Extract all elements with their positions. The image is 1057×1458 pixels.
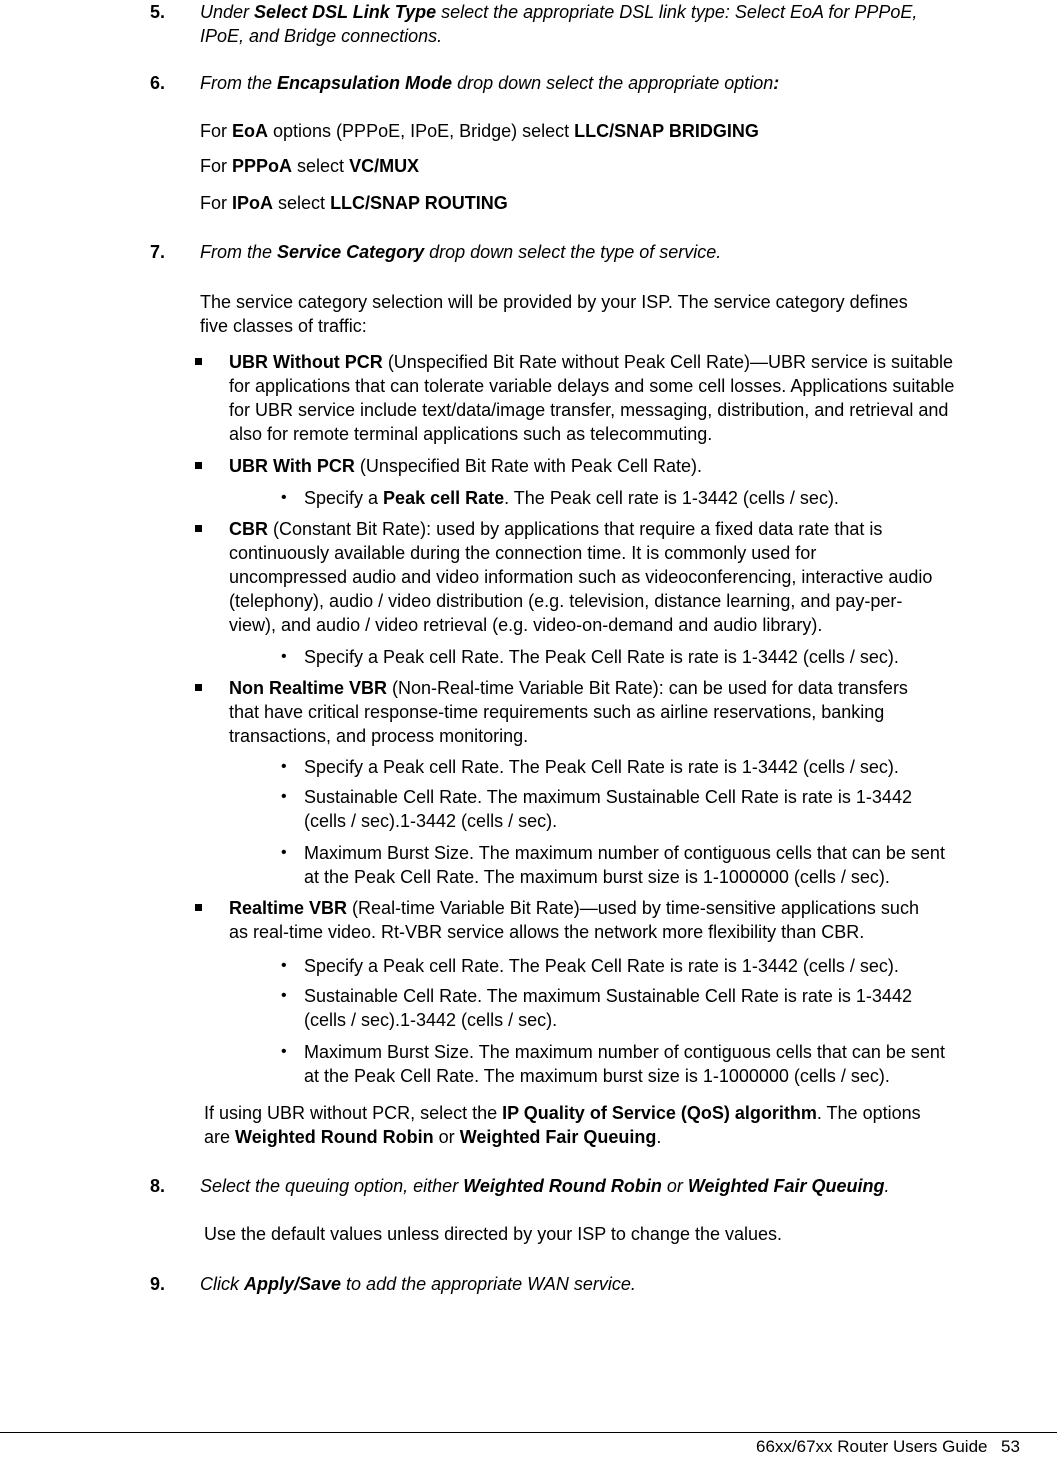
text-run: (Constant Bit Rate): used by applications that require a fixed data rate that is bbox=[268, 519, 883, 539]
text-line bbox=[204, 1101, 921, 1125]
text-line bbox=[200, 191, 508, 215]
round-bullet-icon: • bbox=[281, 489, 287, 506]
bold-term: EoA bbox=[232, 121, 269, 141]
text-run: (telephony), audio / video distribution (e.g. television, distance learning, and pay-per- bbox=[229, 591, 903, 611]
text-run: Maximum Burst Size. The maximum number of contiguous cells that can be sent bbox=[304, 1042, 945, 1062]
text-line bbox=[229, 398, 954, 422]
text-run: are bbox=[204, 1127, 236, 1147]
square-bullet-icon bbox=[195, 904, 202, 911]
text-run: at the Peak Cell Rate. The maximum burst size is 1-1000000 (cells / sec). bbox=[304, 1066, 890, 1086]
footer-page-number: 53 bbox=[1001, 1437, 1020, 1456]
bold-term: UBR With PCR bbox=[229, 456, 355, 476]
text-run: (Unspecified Bit Rate without Peak Cell Rate)—UBR service is suitable bbox=[382, 352, 954, 372]
sub-bullet bbox=[281, 486, 839, 510]
ipoa-option bbox=[200, 191, 508, 215]
step-6 bbox=[150, 71, 780, 95]
text-line bbox=[200, 314, 908, 338]
bold-term: LLC/SNAP ROUTING bbox=[330, 193, 508, 213]
text-line bbox=[200, 1174, 890, 1198]
text-run: For bbox=[200, 193, 233, 213]
sub-bullet bbox=[281, 755, 899, 779]
square-bullet-icon bbox=[195, 525, 202, 532]
text-run: . bbox=[656, 1127, 662, 1147]
text-line bbox=[304, 841, 945, 865]
text-run: Sustainable Cell Rate. The maximum Sustainable Cell Rate is rate is 1-3442 bbox=[304, 787, 912, 807]
text-line bbox=[304, 809, 912, 833]
text-run: Specify a bbox=[304, 488, 384, 508]
bold-term: Realtime VBR bbox=[229, 898, 348, 918]
text-line bbox=[304, 1040, 945, 1064]
text-run: select bbox=[292, 156, 350, 176]
text-run: for UBR service include text/data/image transfer, messaging, distribution, and retrieval and bbox=[229, 400, 949, 420]
text-line bbox=[304, 785, 912, 809]
text-run: continuously available during the connection time. It is commonly used for bbox=[229, 543, 817, 563]
text-run: at the Peak Cell Rate. The maximum burst size is 1-1000000 (cells / sec). bbox=[304, 867, 890, 887]
bullet-non-realtime-vbr bbox=[229, 676, 908, 748]
text-line bbox=[229, 350, 954, 374]
text-run: (cells / sec).1-3442 (cells / sec). bbox=[304, 811, 558, 831]
text-line bbox=[304, 1064, 945, 1088]
bold-term: Weighted Fair Queuing bbox=[687, 1176, 885, 1196]
bullet-cbr bbox=[229, 517, 932, 637]
text-line bbox=[200, 0, 917, 24]
bold-term: VC/MUX bbox=[349, 156, 420, 176]
bullet-realtime-vbr bbox=[229, 896, 919, 944]
text-run: From the bbox=[200, 242, 278, 262]
text-line bbox=[229, 374, 954, 398]
text-run: For bbox=[200, 156, 233, 176]
bold-term: Non Realtime VBR bbox=[229, 678, 388, 698]
text-run: . The Peak cell rate is 1-3442 (cells / sec). bbox=[504, 488, 839, 508]
bold-term: Weighted Fair Queuing bbox=[459, 1127, 657, 1147]
text-line bbox=[200, 119, 759, 143]
text-line bbox=[200, 240, 721, 264]
text-line bbox=[229, 422, 954, 446]
round-bullet-icon: • bbox=[281, 648, 287, 665]
square-bullet-icon bbox=[195, 684, 202, 691]
text-run: The service category selection will be provided by your ISP. The service category defines bbox=[200, 292, 908, 312]
text-run: as real-time video. Rt-VBR service allows the network more flexibility than CBR. bbox=[229, 922, 865, 942]
round-bullet-icon: • bbox=[281, 758, 287, 775]
text-run: For bbox=[200, 121, 233, 141]
text-run: (Unspecified Bit Rate with Peak Cell Rate). bbox=[354, 456, 702, 476]
footer-divider bbox=[0, 1432, 1057, 1433]
bold-term: UBR Without PCR bbox=[229, 352, 383, 372]
service-category-paragraph bbox=[200, 290, 908, 338]
bold-term: Encapsulation Mode bbox=[277, 73, 453, 93]
text-line bbox=[304, 486, 839, 510]
text-line bbox=[200, 290, 908, 314]
text-line bbox=[304, 755, 899, 779]
bold-term: Select DSL Link Type bbox=[254, 2, 437, 22]
text-run: Specify a Peak cell Rate. The Peak Cell Rate is rate is 1-3442 (cells / sec). bbox=[304, 956, 899, 976]
text-line bbox=[204, 1222, 782, 1246]
text-run: uncompressed audio and video information such as videoconferencing, interactive audio bbox=[229, 567, 933, 587]
text-run: select the appropriate DSL link type: Select EoA for PPPoE, bbox=[436, 2, 918, 22]
sub-bullet bbox=[281, 645, 899, 669]
text-line bbox=[229, 920, 919, 944]
text-line bbox=[200, 71, 779, 95]
round-bullet-icon: • bbox=[281, 788, 287, 805]
square-bullet-icon bbox=[195, 358, 202, 365]
bullet-ubr-without-pcr bbox=[229, 350, 954, 446]
text-run: If using UBR without PCR, select the bbox=[204, 1103, 503, 1123]
text-line bbox=[229, 613, 932, 637]
bold-term: Service Category bbox=[277, 242, 425, 262]
text-line bbox=[304, 865, 945, 889]
round-bullet-icon: • bbox=[281, 957, 287, 974]
round-bullet-icon: • bbox=[281, 1043, 287, 1060]
text-run: IPoE, and Bridge connections. bbox=[200, 26, 443, 46]
text-run: view), and audio / video retrieval (e.g. video-on-demand and audio library). bbox=[229, 615, 823, 635]
sub-bullet bbox=[281, 984, 912, 1032]
text-run: Specify a Peak cell Rate. The Peak Cell Rate is rate is 1-3442 (cells / sec). bbox=[304, 757, 899, 777]
text-run: or bbox=[433, 1127, 460, 1147]
qos-paragraph bbox=[204, 1101, 921, 1149]
text-line bbox=[304, 984, 912, 1008]
text-line bbox=[229, 724, 908, 748]
defaults-note bbox=[204, 1222, 782, 1246]
sub-bullet bbox=[281, 841, 945, 889]
text-run: transactions, and process monitoring. bbox=[229, 726, 529, 746]
step-5 bbox=[150, 0, 918, 48]
bullet-ubr-with-pcr bbox=[229, 454, 702, 478]
step-9 bbox=[150, 1272, 636, 1296]
text-line bbox=[204, 1125, 921, 1149]
text-run: drop down select the appropriate option bbox=[452, 73, 774, 93]
text-run: Use the default values unless directed by your ISP to change the values. bbox=[204, 1224, 783, 1244]
text-run: also for remote terminal applications such as telecommuting. bbox=[229, 424, 713, 444]
text-run: (Real-time Variable Bit Rate)—used by time-sensitive applications such bbox=[347, 898, 919, 918]
text-run: select bbox=[273, 193, 331, 213]
text-run: drop down select the type of service. bbox=[424, 242, 722, 262]
text-line bbox=[304, 954, 899, 978]
step-number: 8. bbox=[150, 1176, 166, 1196]
text-run: that have critical response-time requirements such as airline reservations, banking bbox=[229, 702, 885, 722]
text-line bbox=[229, 700, 908, 724]
text-line bbox=[229, 589, 932, 613]
text-line bbox=[229, 676, 908, 700]
text-line bbox=[229, 565, 932, 589]
text-run: Specify a Peak cell Rate. The Peak Cell Rate is rate is 1-3442 (cells / sec). bbox=[304, 647, 899, 667]
bold-term: CBR bbox=[229, 519, 268, 539]
step-number: 7. bbox=[150, 242, 166, 262]
square-bullet-icon bbox=[195, 462, 202, 469]
step-number: 5. bbox=[150, 2, 166, 22]
bold-term: Weighted Round Robin bbox=[463, 1176, 662, 1196]
text-line bbox=[304, 645, 899, 669]
sub-bullet bbox=[281, 954, 899, 978]
bold-term: Apply/Save bbox=[244, 1274, 342, 1294]
text-run: or bbox=[661, 1176, 688, 1196]
bold-term: LLC/SNAP BRIDGING bbox=[574, 121, 759, 141]
sub-bullet bbox=[281, 785, 912, 833]
text-run: Under bbox=[200, 2, 255, 22]
pppoa-option bbox=[200, 154, 419, 178]
text-line bbox=[229, 454, 702, 478]
text-run: From the bbox=[200, 73, 278, 93]
text-run: . The options bbox=[816, 1103, 921, 1123]
bold-term: PPPoA bbox=[232, 156, 293, 176]
text-run: Select the queuing option, either bbox=[200, 1176, 464, 1196]
step-number: 9. bbox=[150, 1274, 166, 1294]
sub-bullet bbox=[281, 1040, 945, 1088]
footer-guide-title: 66xx/67xx Router Users Guide bbox=[756, 1437, 988, 1456]
bold-term: Peak cell Rate bbox=[383, 488, 505, 508]
text-run: Click bbox=[200, 1274, 244, 1294]
text-run: Sustainable Cell Rate. The maximum Sustainable Cell Rate is rate is 1-3442 bbox=[304, 986, 912, 1006]
text-line bbox=[229, 541, 932, 565]
text-line bbox=[200, 1272, 636, 1296]
bold-term: IP Quality of Service (QoS) algorithm bbox=[502, 1103, 817, 1123]
text-run: Maximum Burst Size. The maximum number of contiguous cells that can be sent bbox=[304, 843, 945, 863]
text-line bbox=[229, 896, 919, 920]
text-run: for applications that can tolerate variable delays and some cell losses. Applications suitable bbox=[229, 376, 955, 396]
text-run: . bbox=[884, 1176, 890, 1196]
step-8 bbox=[150, 1174, 890, 1198]
bold-term: Weighted Round Robin bbox=[235, 1127, 434, 1147]
text-run: five classes of traffic: bbox=[200, 316, 367, 336]
eoa-option bbox=[200, 119, 759, 143]
step-7 bbox=[150, 240, 722, 264]
text-run: options (PPPoE, IPoE, Bridge) select bbox=[268, 121, 575, 141]
text-line bbox=[304, 1008, 912, 1032]
text-line bbox=[229, 517, 932, 541]
bold-term: : bbox=[773, 73, 780, 93]
text-run: to add the appropriate WAN service. bbox=[341, 1274, 636, 1294]
round-bullet-icon: • bbox=[281, 987, 287, 1004]
round-bullet-icon: • bbox=[281, 844, 287, 861]
text-run: (cells / sec).1-3442 (cells / sec). bbox=[304, 1010, 558, 1030]
text-run: (Non-Real-time Variable Bit Rate): can be used for data transfers bbox=[387, 678, 908, 698]
text-line bbox=[200, 24, 917, 48]
step-number: 6. bbox=[150, 73, 166, 93]
text-line bbox=[200, 154, 419, 178]
bold-term: IPoA bbox=[232, 193, 274, 213]
